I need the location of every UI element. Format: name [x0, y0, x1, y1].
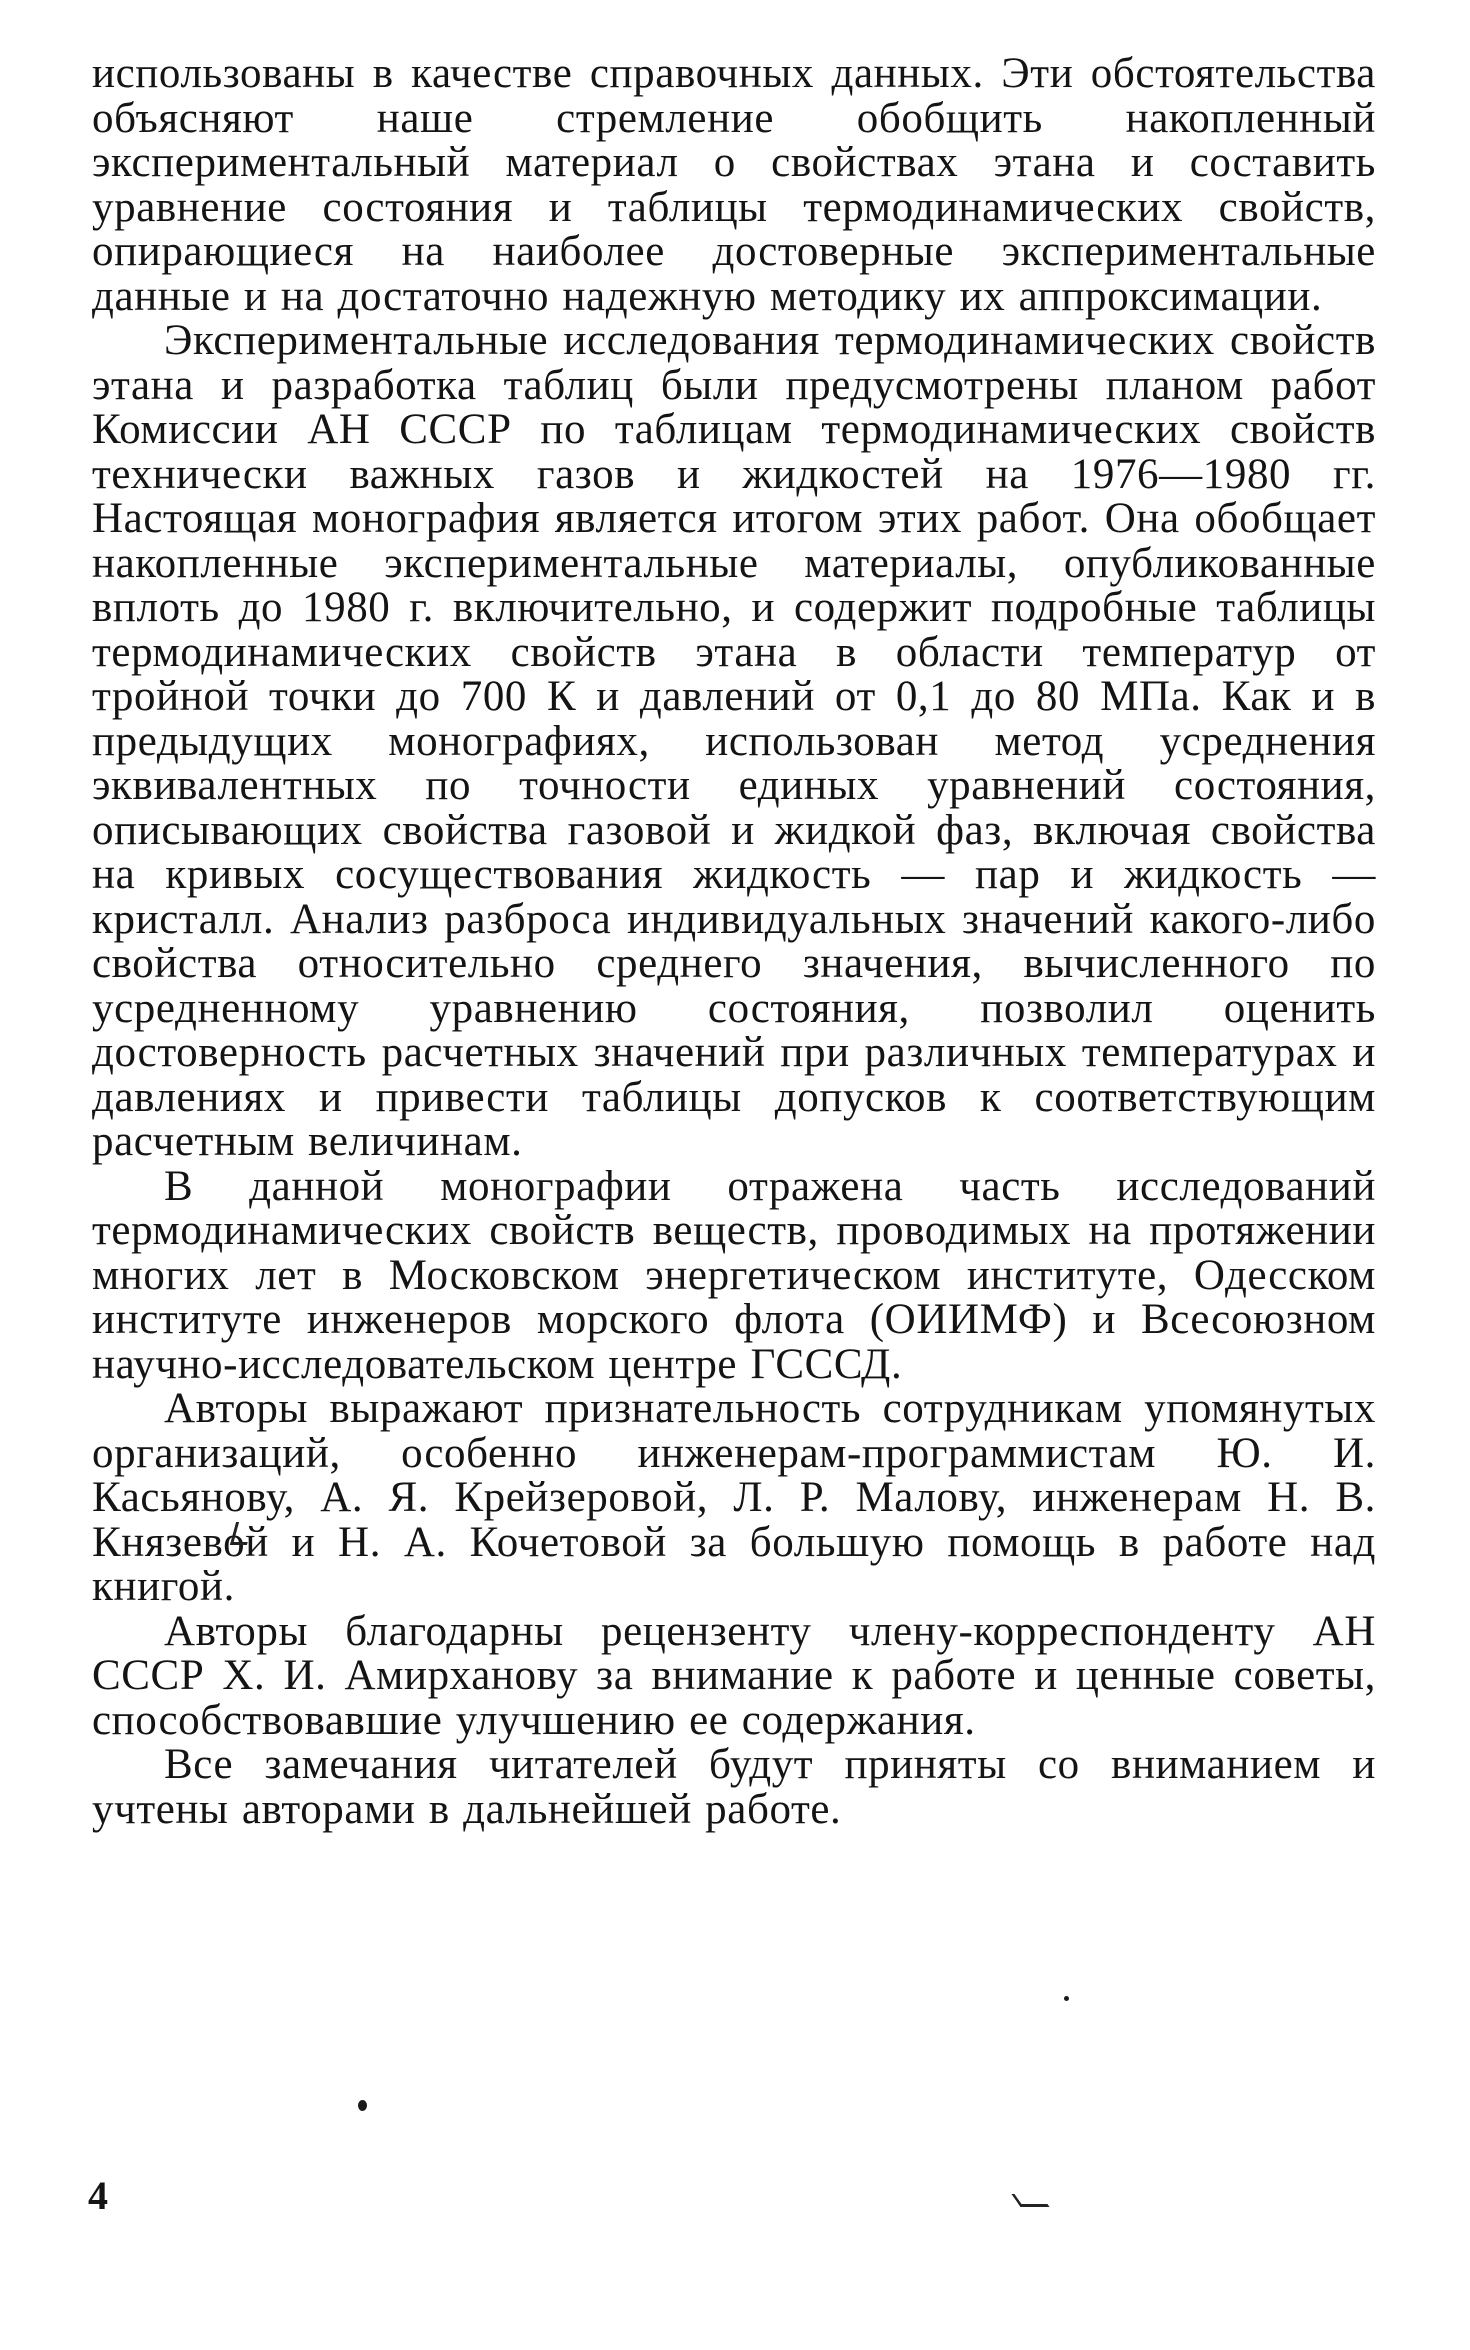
- paragraph-institutions: В данной монографии отражена часть исследований термодинамических свойств веществ, проводимых на протяжении многих лет в Московском энергетическом институте, Одесском институте инженеров морского флота (ОИИМФ) и Всесоюзном научно-исследовательском центре ГСССД.: [92, 1162, 1376, 1388]
- paragraph-acknowledgements: Авторы выражают признательность сотрудникам упомянутых организаций, особенно инженерам-программистам Ю. И. Касьянову, А. Я. Крейзеровой, Л. Р. Малову, инженерам Н. В. Князевой и Н. А. Кочетовой за большую помощь в работе над книгой.: [92, 1385, 1376, 1610]
- scan-artifact-mark: [1011, 2194, 1049, 2207]
- paragraph-reader-comments: Все замечания читателей будут приняты со вниманием и учтены авторами в дальнейшей работе.: [92, 1741, 1376, 1833]
- paragraph-continuation: использованы в качестве справочных данных. Эти обстоятельства объясняют наше стремление обобщить накопленный экспериментальный материал о свойствах этана и составить уравнение состояния и таблицы термодинамических свойств, опирающиеся на наиболее достоверные экспериментальные данные и на достаточно надежную методику их аппроксимации.: [92, 50, 1376, 320]
- scan-artifact-dot: [1064, 1996, 1069, 2001]
- paragraph-research-overview: Экспериментальные исследования термодинамических свойств этана и разработка таблиц были предусмотрены планом работ Комиссии АН СССР по таблицам термодинамических свойств технически важных газов и жидкостей на 1976—1980 гг. Настоящая монография является итогом этих работ. Она обобщает накопленные экспериментальные материалы, опубликованные вплоть до 1980 г. включительно, и содержит подробные таблицы термодинамических свойств этана в области температур от тройной точки до 700 К и давлений от 0,1 до 80 МПа. Как и в предыдущих монографиях, использован метод усреднения эквивалентных по точности единых уравнений состояния, описывающих свойства газовой и жидкой фаз, включая свойства на кривых сосуществования жидкость — пар и жидкость — кристалл. Анализ разброса индивидуальных значений какого-либо свойства относительно среднего значения, вычисленного по усредненному уравнению состояния, позволил оценить достоверность расчетных значений при различных температурах и давлениях и привести таблицы допусков к соответствующим расчетным величинам.: [92, 317, 1376, 1165]
- scan-artifact-dot: [358, 2100, 367, 2111]
- page-number: 4: [88, 2173, 108, 2218]
- page-body: [92, 52, 1376, 1832]
- paragraph-reviewer-thanks: Авторы благодарны рецензенту члену-корреспонденту АН СССР Х. И. Амирханову за внимание к работе и ценные советы, способствовавшие улучшению ее содержания.: [92, 1607, 1376, 1744]
